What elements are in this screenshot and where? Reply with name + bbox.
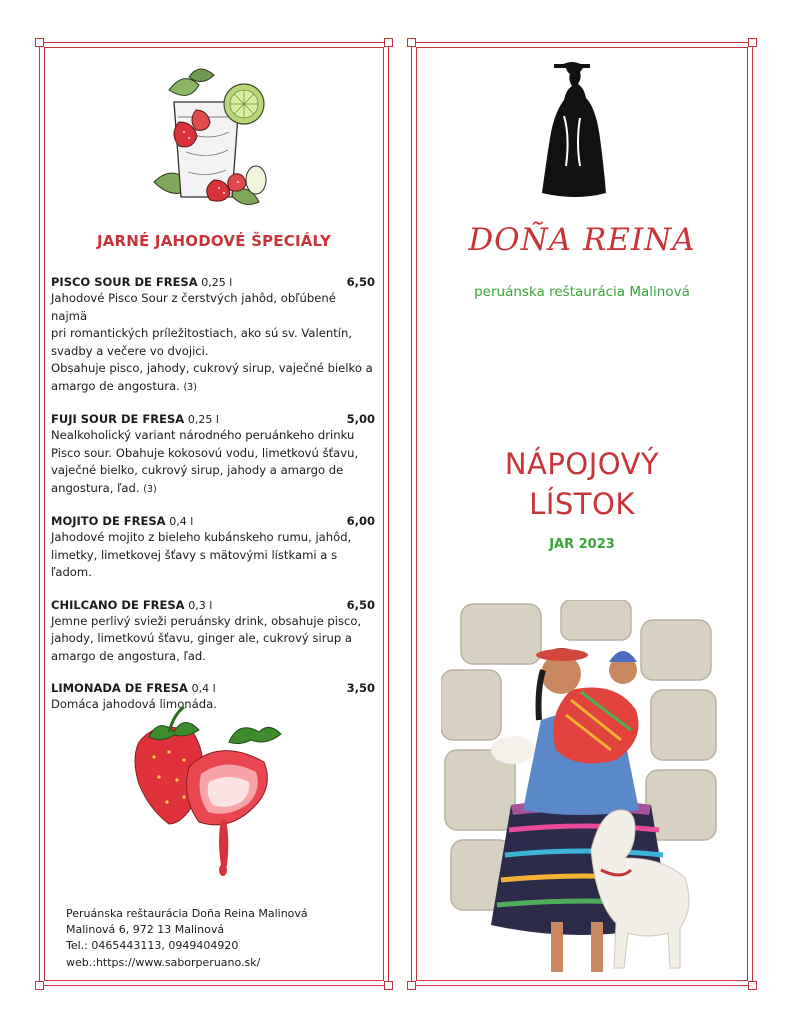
menu-title xyxy=(411,444,753,524)
silhouette-logo xyxy=(534,56,610,206)
season-label: JAR 2023 xyxy=(549,537,615,552)
footer-web: web.:https://www.saborperuano.sk/ xyxy=(66,955,261,969)
item-description: Jahodové Pisco Sour z čerstvých jahôd, obľúbené najmä pri romantických príležitostiach, ako sú sv. Valentín, svadby a večere vo dvojici. Obsahuje pisco, jahody, cukrový sirup, vaječné bielko a amargo de angostura. (3) xyxy=(51,291,373,393)
allergen-code: (3) xyxy=(143,483,157,495)
brand-name: DOÑA REINA xyxy=(468,222,696,258)
item-name: PISCO SOUR DE FRESA xyxy=(51,275,198,289)
footer-address: Malinová 6, 972 13 Malinová xyxy=(66,923,225,937)
left-menu-panel xyxy=(39,42,389,986)
item-size: 0,4 l xyxy=(169,515,194,528)
item-name: FUJI SOUR DE FRESA xyxy=(51,412,185,426)
peruvian-woman-illustration xyxy=(441,600,721,982)
drink-menu xyxy=(51,275,375,730)
cocktail-illustration xyxy=(134,62,274,212)
item-description: Nealkoholický variant národného peruánkeho drinku Pisco sour. Obahuje kokosovú vodu, limetkovú šťavu, vaječné bielko, cukrový sirup, jahody a amargo de angostura, ľad. (3) xyxy=(51,428,359,495)
right-cover-panel xyxy=(411,42,753,986)
contact-footer xyxy=(66,906,308,971)
item-size: 0,4 l xyxy=(191,682,216,695)
item-price: 6,50 xyxy=(346,597,375,612)
menu-item-chilcano xyxy=(51,598,375,666)
footer-restaurant: Peruánska reštaurácia Doña Reina Malinová xyxy=(66,907,308,920)
item-price: 5,00 xyxy=(346,412,375,426)
menu-item-mojito xyxy=(51,514,375,582)
section-title: JARNÉ JAHODOVÉ ŠPECIÁLY xyxy=(96,232,332,250)
item-size: 0,25 l xyxy=(201,276,233,289)
item-price: 6,50 xyxy=(346,275,375,289)
item-name: LIMONADA DE FRESA xyxy=(51,681,188,695)
menu-item-pisco-sour xyxy=(51,275,375,396)
menu-item-fuji-sour xyxy=(51,412,375,498)
footer-phone: Tel.: 0465443113, 0949404920 xyxy=(66,939,239,953)
item-size: 0,25 l xyxy=(187,413,219,426)
item-size: 0,3 l xyxy=(188,598,213,612)
strawberry-illustration xyxy=(129,702,289,892)
item-price: 6,00 xyxy=(346,514,375,528)
item-description: Domáca jahodová limonáda. xyxy=(51,697,217,711)
item-name: CHILCANO DE FRESA xyxy=(51,597,185,612)
brand-subtitle: peruánska reštaurácia Malinová xyxy=(474,284,690,300)
item-description: Jahodové mojito z bieleho kubánskeho rumu, jahôd, limetky, limetkovej šťavy s mätovými lístkami a s ľadom. xyxy=(51,530,352,579)
title-line-1: NÁPOJOVÝ xyxy=(504,447,660,481)
title-line-2: LÍSTOK xyxy=(529,487,635,521)
item-price: 3,50 xyxy=(346,681,375,695)
item-name: MOJITO DE FRESA xyxy=(51,514,166,528)
item-description: Jemne perlivý svieži peruánsky drink, obsahuje pisco, jahody, limetkovú šťavu, ginger ale, cukrový sirup a amargo de angostura, ľad. xyxy=(51,613,362,663)
allergen-code: (3) xyxy=(183,381,197,393)
